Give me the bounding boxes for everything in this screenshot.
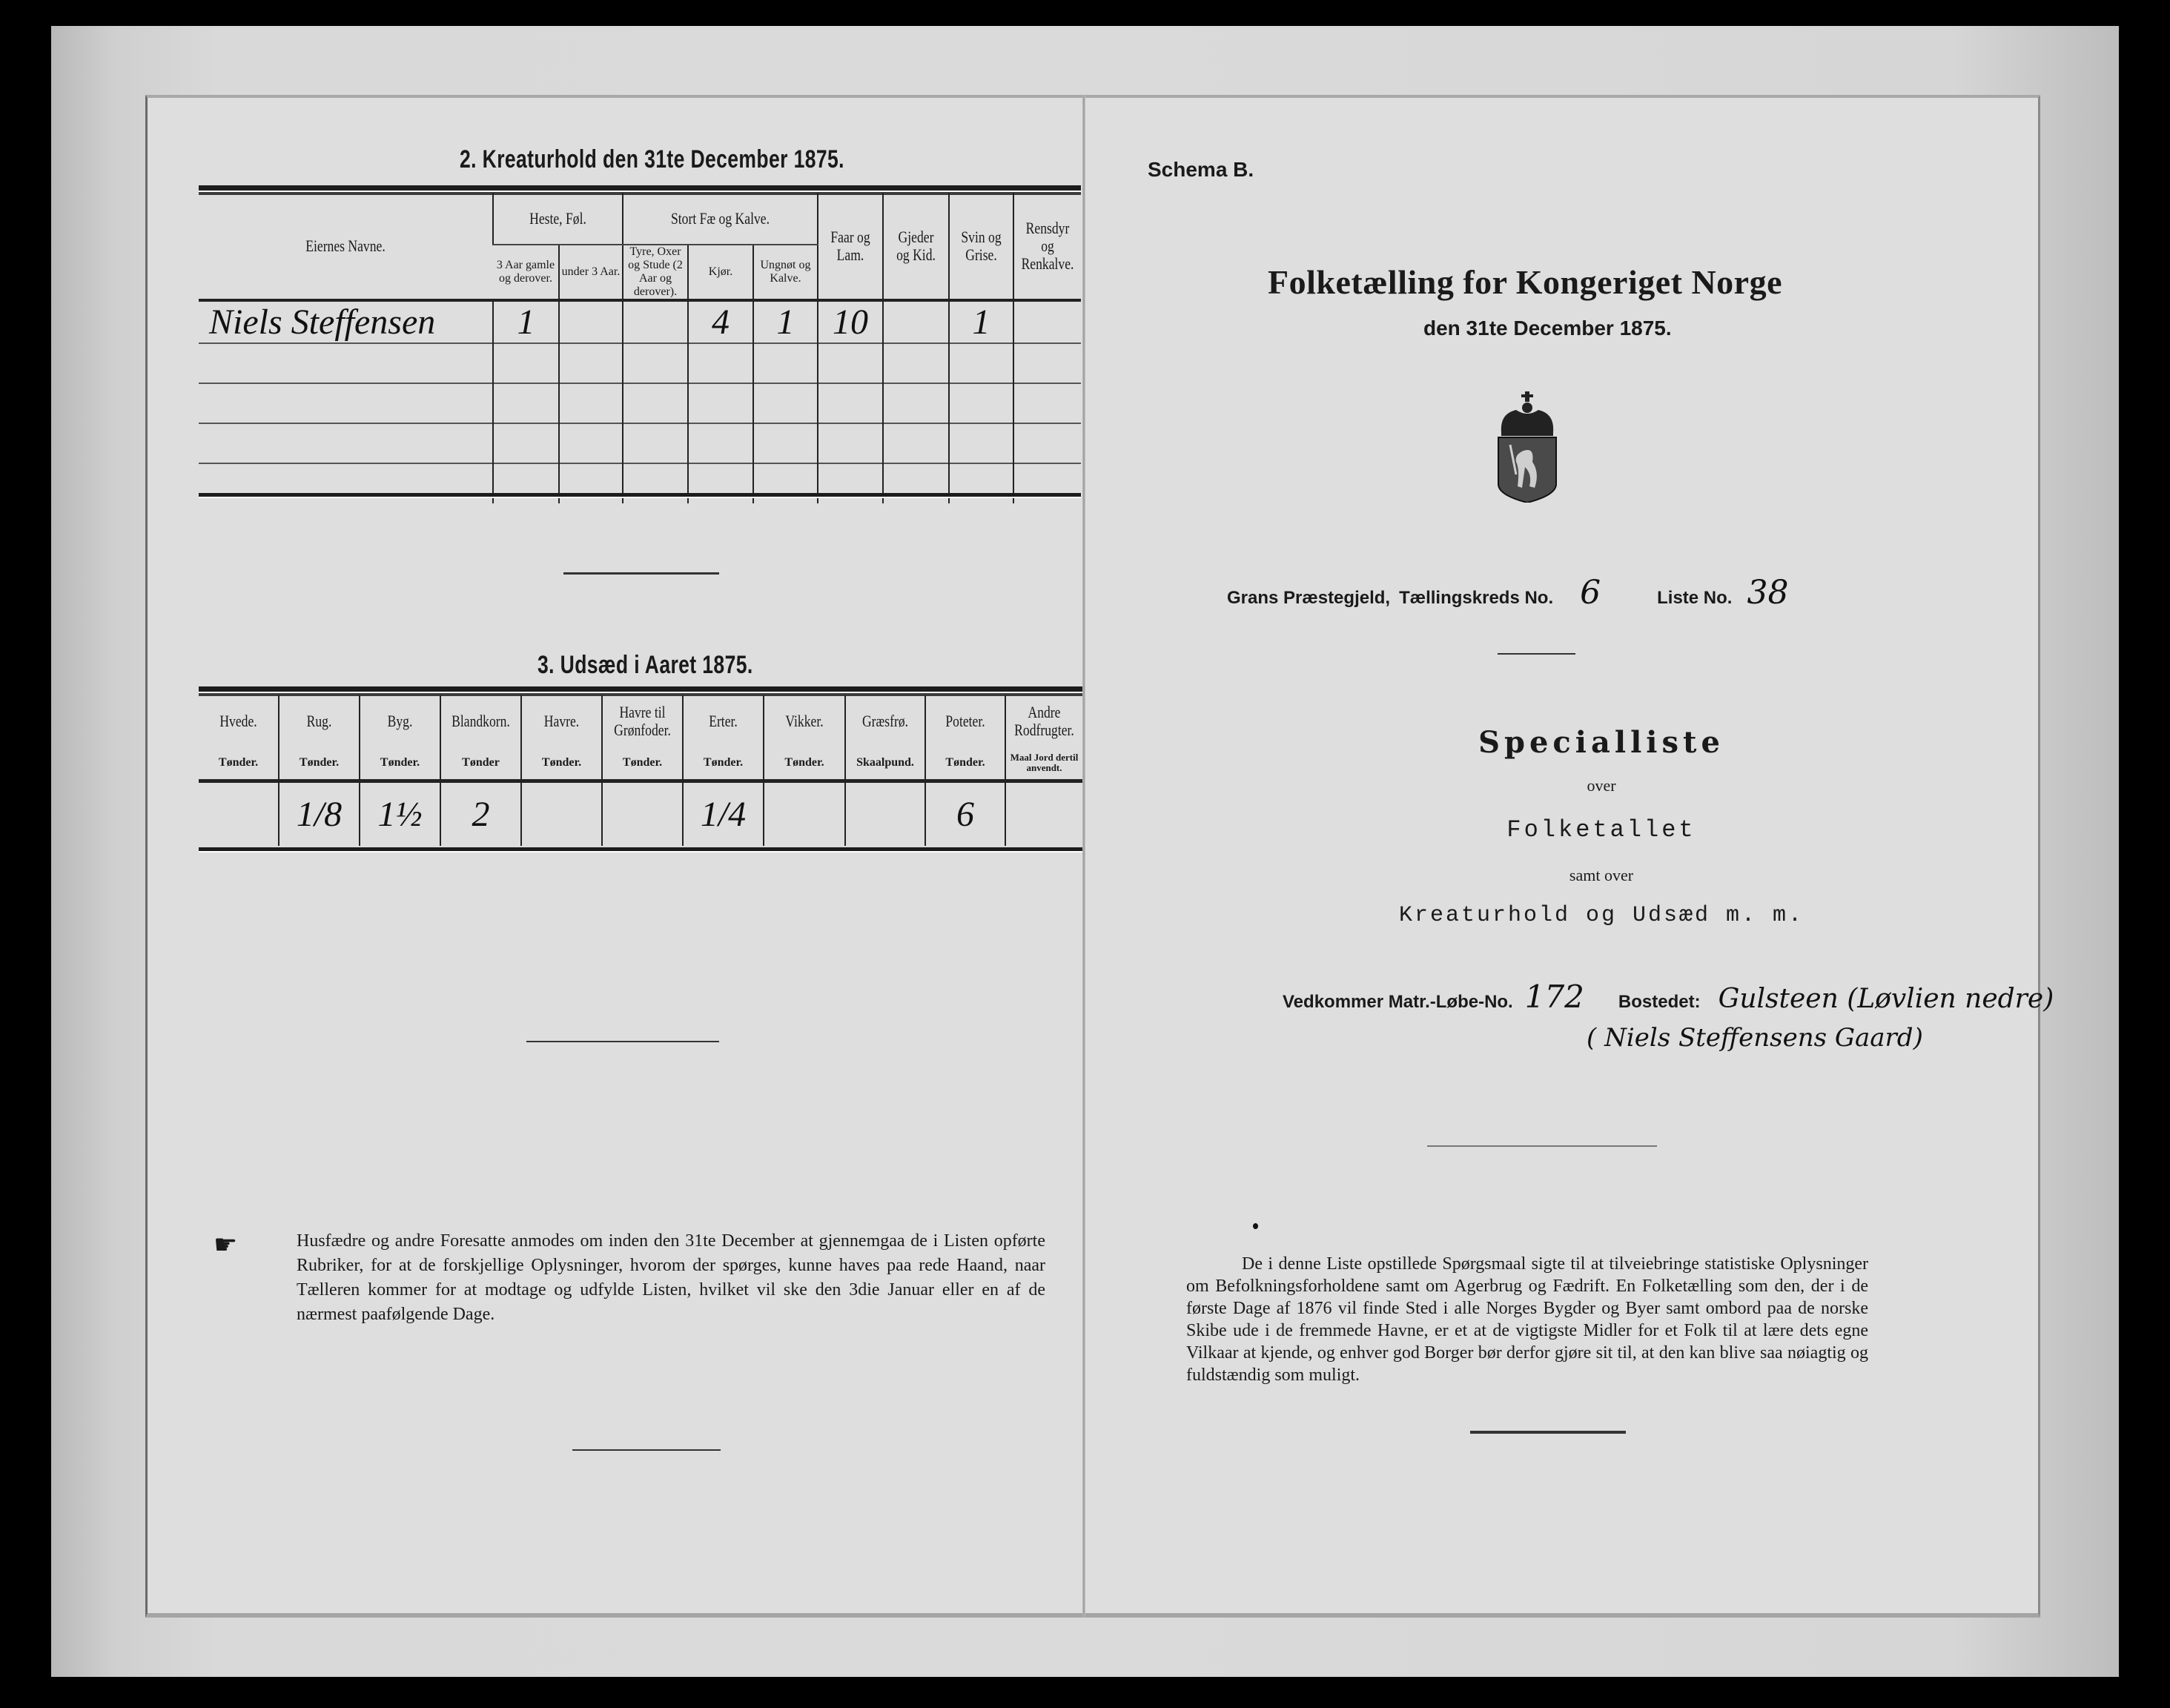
samt-over-text: samt over [1569,866,1634,884]
unit-label: Tønder. [279,747,360,781]
section2-bottom-rule [199,493,1081,498]
section3-bottom-rule [199,847,1082,853]
separator-line [526,1041,719,1042]
table-row [199,781,1082,846]
separator-line [1498,653,1575,655]
table-row [199,383,1081,423]
horses-young-cell [559,300,623,343]
document-title: Folketælling for Kongeriget Norge [1268,263,1783,301]
table-row [199,343,1081,383]
document-date: den 31te December 1875. [1423,317,1672,340]
seed-header-erter: Erter. [683,695,764,747]
matr-number: 172 [1524,979,1584,1015]
seed-table [199,695,1082,846]
table-row [199,300,1081,343]
seed-value-hvede [199,781,279,846]
unit-label: Tønder. [683,747,764,781]
explanatory-paragraph: De i denne Liste opstillede Spørgsmaal sigte til at tilveiebringe statistiske Oplysninger om Befolkningsforholdene samt om Agerbrug og Fædrift. En Folketælling som den, der i de første Dage af 1876 vil finde Sted i alle Norges Bygder og Byer samt ombord paa de norske Skibe ude i de fremmede Havne, er et at de vigtigste Midler for et Folk til at lære dets egne Vilkaar at kjende, og enhver god Borger bør derfor gjøre sit til, at den kan blive saa nøiagtig og fuldstændig som muligt. [1186,1254,1868,1385]
subheader-horses-young: under 3 Aar. [559,245,623,300]
parish-label: Grans Præstegjeld, [1227,588,1391,608]
unit-label: Tønder. [764,747,845,781]
unit-label: Maal Jord dertil anvendt. [1005,747,1082,781]
list-label: Liste No. [1657,588,1733,608]
list-number: 38 [1747,574,1789,612]
section3-title: 3. Udsæd i Aaret 1875. [537,651,753,679]
seed-header-gronfoder: Havre til Grønfoder. [602,695,683,747]
seed-value-gronfoder [602,781,683,846]
separator-line [1427,1145,1657,1147]
bosted-line1: Gulsteen (Løvlien nedre) [1718,984,2054,1014]
schema-label: Schema B. [1148,158,1254,181]
goats-cell [883,300,949,343]
header-pigs: Svin og Grise. [949,193,1013,300]
unit-label: Tønder. [360,747,440,781]
seed-value-poteter: 6 [925,781,1005,846]
book-spine [1082,95,1085,1618]
seed-value-rodfrugter [1005,781,1082,846]
bosted-line2: ( Niels Steffensens Gaard) [1587,1023,1923,1053]
horses-old-cell: 1 [493,300,559,343]
section2-title: 2. Kreaturhold den 31te December 1875. [460,145,844,173]
header-owner: Eiernes Navne. [305,236,386,255]
folketallet-text: Folketallet [1506,816,1696,844]
seed-header-havre: Havre. [521,695,602,747]
district-number: 6 [1580,574,1601,612]
pigs-cell: 1 [949,300,1013,343]
seed-value-byg: 1½ [360,781,440,846]
seed-header-blandkorn: Blandkorn. [440,695,521,747]
seed-header-rug: Rug. [279,695,360,747]
bulls-cell [623,300,688,343]
seed-value-graesfro [845,781,925,846]
subheader-cows: Kjør. [688,245,753,300]
header-horses: Heste, Føl. [493,193,623,245]
pointing-hand-icon: ☛ [214,1230,238,1260]
owner-cell: Niels Steffensen [209,302,436,342]
unit-label: Tønder. [602,747,683,781]
header-reindeer: Rensdyr og Renkalve. [1013,193,1081,300]
seed-header-vikker: Vikker. [764,695,845,747]
unit-label: Tønder [440,747,521,781]
section3-top-rule [199,686,1082,693]
separator-line [563,572,719,575]
seed-value-rug: 1/8 [279,781,360,846]
unit-label: Tønder. [925,747,1005,781]
separator-line [572,1449,721,1451]
seed-value-erter: 1/4 [683,781,764,846]
notice-text: Husfædre og andre Foresatte anmodes om inden den 31te December at gjennemgaa de i Listen opførte Rubriker, for at de forskjellige Oplysninger, hvorom der spørges, kunne haves paa rede Haand, naar Tælleren kommer for at modtage og udfylde Listen, hvilket vil ske den 3die Januar eller en af de nærmest paafølgende Dage. [297,1231,1045,1324]
unit-label: Skaalpund. [845,747,925,781]
seed-header-graesfro: Græsfrø. [845,695,925,747]
separator-line [1470,1431,1626,1434]
subheader-young-cattle: Ungnøt og Kalve. [753,245,818,300]
section2-top-rule [199,185,1081,192]
header-cattle: Stort Fæ og Kalve. [623,193,818,245]
over-text: over [1587,776,1616,795]
seed-value-havre [521,781,602,846]
matr-label: Vedkommer Matr.-Løbe-No. [1283,992,1513,1012]
seed-value-blandkorn: 2 [440,781,521,846]
reindeer-cell [1013,300,1081,343]
coat-of-arms-icon [1494,391,1561,503]
subheader-horses-old: 3 Aar gamle og derover. [496,259,555,285]
seed-value-vikker [764,781,845,846]
seed-header-hvede: Hvede. [219,712,257,730]
ink-dot [1253,1223,1258,1229]
seed-header-byg: Byg. [360,695,440,747]
property-line [1283,979,2054,1015]
header-sheep: Faar og Lam. [818,193,883,300]
header-goats: Gjeder og Kid. [883,193,949,300]
seed-header-rodfrugter: Andre Rodfrugter. [1005,695,1082,747]
district-label: Tællingskreds No. [1399,588,1554,608]
bosted-label: Bostedet: [1618,992,1701,1012]
specialliste-heading: Specialliste [1478,725,1724,760]
livestock-table [199,193,1081,503]
subheader-bulls: Tyre, Oxer og Stude (2 Aar og derover). [623,245,688,300]
young-cattle-cell: 1 [753,300,818,343]
cows-cell: 4 [688,300,753,343]
seed-header-poteter: Poteter. [925,695,1005,747]
district-line [1227,574,1788,612]
subheading: Kreaturhold og Udsæd m. m. [1398,903,1805,928]
sheep-cell: 10 [818,300,883,343]
unit-label: Tønder. [521,747,602,781]
table-row [199,423,1081,463]
unit-label: Tønder. [218,756,259,769]
